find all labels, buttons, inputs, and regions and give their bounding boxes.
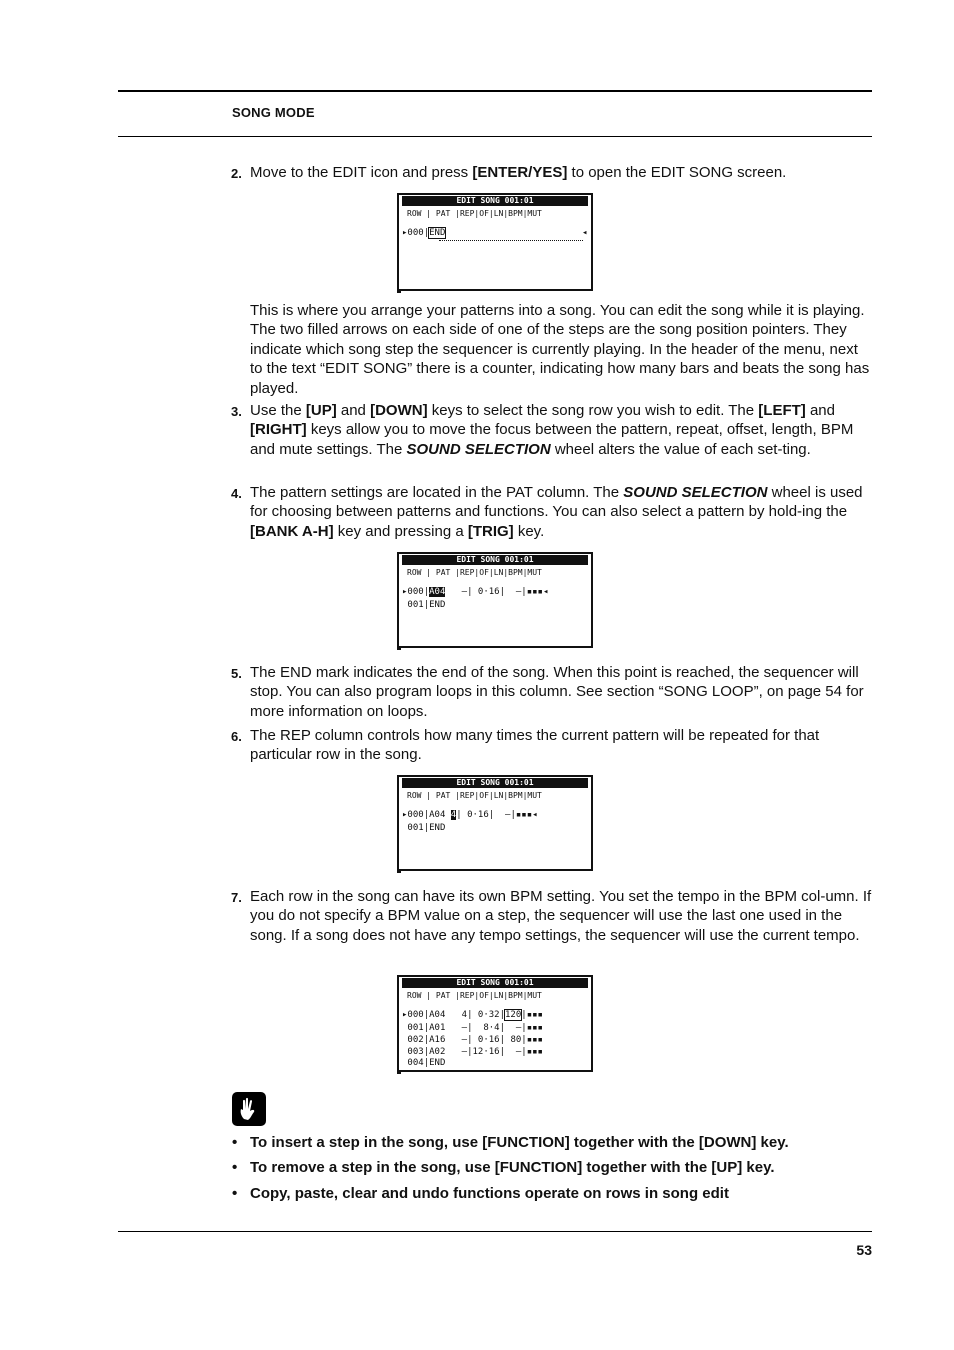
step-text-segment: SOUND SELECTION	[406, 440, 551, 458]
lcd-row-number: 000	[407, 228, 424, 238]
step-text-segment: key and pressing a	[333, 522, 468, 540]
lcd-row-number: 000	[407, 587, 424, 597]
step-number: 6.	[231, 729, 242, 744]
lcd-song-row: 001|A01 –| 8·4| –|▪▪▪	[407, 1023, 543, 1033]
lcd-corner	[397, 648, 401, 650]
step-text-segment: The pattern settings are located in the PAT column. The	[250, 484, 624, 501]
step-text-segment: Move to the EDIT icon and press	[250, 164, 473, 181]
step-text-segment: [UP]	[305, 402, 337, 419]
step-text-segment: SOUND SELECTION	[623, 484, 768, 501]
lcd-song-row: 001|END	[407, 823, 446, 833]
lcd-rep-cell: –	[461, 1047, 468, 1057]
lcd-edit-song-screen-2	[397, 552, 593, 648]
lcd-offset-cell: 0	[477, 587, 484, 597]
song-position-pointer-icon: ◂	[582, 228, 588, 238]
page-number: 53	[856, 1242, 872, 1258]
step-text-segment: [ENTER/YES]	[472, 164, 568, 181]
header-bottom-rule	[118, 136, 872, 137]
tip-text: To remove a step in the song, use [FUNCTION] together with the [UP] key.	[250, 1159, 775, 1176]
lcd-song-row: 001|END	[407, 600, 446, 610]
lcd-song-row: ▸000|A04 –| 0·16| –|▪▪▪◂	[402, 587, 549, 597]
step-text-segment: key.	[513, 522, 545, 540]
lcd-length-cell: 16	[488, 1035, 500, 1045]
lcd-pattern-cell: END	[429, 823, 446, 833]
lcd-title: EDIT SONG 001:01	[402, 778, 588, 788]
lcd-pattern-cell: A04	[429, 810, 446, 820]
lcd-rep-cell: –	[461, 1023, 468, 1033]
lcd-row-number: 001	[407, 823, 424, 833]
lcd-bpm-cell: –	[505, 810, 511, 820]
step-text-segment: keys allow you to move the focus between the pattern, repeat, offset, length, BPM and mute settings. The	[250, 421, 854, 458]
lcd-row-number: 004	[407, 1058, 424, 1068]
lcd-offset-cell: 12	[472, 1047, 484, 1057]
lcd-pattern-cell: A04	[429, 587, 446, 597]
step-5-text	[250, 663, 872, 721]
footer-rule	[118, 1231, 872, 1232]
step-6-text	[250, 726, 872, 765]
step-text-segment: wheel alters the value of each set-ting.	[550, 440, 811, 458]
step-3-text	[250, 401, 872, 459]
lcd-edit-song-screen-3	[397, 775, 593, 871]
step-text-segment: The REP column controls how many times the current pattern will be repeated for that particular row in the song.	[250, 727, 820, 764]
lcd-bpm-cell: 120	[505, 1010, 522, 1020]
lcd-row-number: 002	[407, 1035, 424, 1045]
lcd-rep-cell: –	[461, 1035, 468, 1045]
lcd-mute-cell: ▪▪▪	[526, 1047, 543, 1057]
lcd-length-cell: 16	[477, 810, 489, 820]
lcd-column-header: ROW | PAT |REP|OF|LN|BPM|MUT	[407, 209, 542, 218]
lcd-pattern-cell: END	[429, 600, 446, 610]
lcd-title: EDIT SONG 001:01	[402, 555, 588, 565]
lcd-title: EDIT SONG 001:01	[402, 978, 588, 988]
lcd-column-header: ROW | PAT |REP|OF|LN|BPM|MUT	[407, 568, 542, 577]
lcd-song-row: ▸000|END	[402, 228, 446, 238]
tip-text: To insert a step in the song, use [FUNCTION] together with the [DOWN] key.	[250, 1134, 789, 1151]
lcd-edit-song-screen-1	[397, 193, 593, 291]
step-text-segment: and	[805, 402, 835, 419]
step-text-segment: Each row in the song can have its own BPM setting. You set the tempo in the BPM col-umn. If you do not specify a BPM value on a step, the sequencer will use the last one used in the song. If a song does not have any tempo settings, the sequencer will use the current tempo.	[250, 888, 872, 944]
lcd-dotted-line	[439, 240, 583, 241]
lcd-edit-song-screen-4	[397, 975, 593, 1072]
lcd-song-row: 004|END	[407, 1058, 446, 1068]
lcd-length-cell: 16	[488, 587, 500, 597]
header-top-rule	[118, 90, 872, 92]
lcd-row-number: 001	[407, 1023, 424, 1033]
lcd-length-cell: 32	[488, 1010, 500, 1020]
step-number: 3.	[231, 404, 242, 419]
step-text-segment: [DOWN]	[370, 402, 428, 419]
tip-item: • Copy, paste, clear and undo functions operate on rows in song edit	[232, 1185, 729, 1202]
lcd-pattern-cell: END	[429, 1058, 446, 1068]
lcd-offset-cell: 0	[477, 1010, 484, 1020]
step-4-text	[250, 483, 872, 541]
lcd-length-cell: 4	[494, 1023, 500, 1033]
step-text-segment: and	[336, 402, 371, 419]
lcd-mute-cell: ▪▪▪	[526, 1010, 543, 1020]
lcd-length-cell: 16	[488, 1047, 500, 1057]
tip-item: • To insert a step in the song, use [FUNCTION] together with the [DOWN] key.	[232, 1134, 789, 1151]
lcd-pattern-cell: A16	[429, 1035, 446, 1045]
lcd-row-number: 000	[407, 1010, 424, 1020]
section-title: SONG MODE	[232, 105, 315, 120]
tip-text: Copy, paste, clear and undo functions operate on rows in song edit	[250, 1185, 729, 1202]
lcd-row-number: 001	[407, 600, 424, 610]
lcd-rep-cell: –	[461, 587, 468, 597]
lcd-mute-cell: ▪▪▪	[515, 810, 533, 820]
step-text-segment: [RIGHT]	[250, 421, 307, 439]
lcd-pattern-cell: A02	[429, 1047, 446, 1057]
lcd-title: EDIT SONG 001:01	[402, 196, 588, 206]
step-number: 4.	[231, 486, 242, 501]
lcd-pattern-cell: END	[429, 228, 446, 238]
step-text-segment: [BANK A-H]	[250, 522, 334, 540]
lcd-song-row: ▸000|A04 4| 0·16| –|▪▪▪◂	[402, 810, 538, 820]
step-number: 5.	[231, 666, 242, 681]
hand-icon	[232, 1092, 266, 1126]
lcd-column-header: ROW | PAT |REP|OF|LN|BPM|MUT	[407, 991, 542, 1000]
lcd-bpm-cell: –	[515, 587, 522, 597]
lcd-bpm-cell: 80	[510, 1035, 522, 1045]
lcd-song-row: ▸000|A04 4| 0·32|120|▪▪▪	[402, 1010, 543, 1020]
lcd-mute-cell: ▪▪▪	[526, 1035, 543, 1045]
lcd-row-number: 003	[407, 1047, 424, 1057]
lcd-corner	[397, 1072, 401, 1074]
lcd-bpm-cell: –	[515, 1047, 522, 1057]
lcd-offset-cell: 0	[467, 810, 473, 820]
lcd-pattern-cell: A01	[429, 1023, 446, 1033]
lcd-song-row: 002|A16 –| 0·16| 80|▪▪▪	[407, 1035, 543, 1045]
lcd-rep-cell: 4	[461, 1010, 468, 1020]
step-text-segment: Use the	[250, 402, 306, 419]
lcd-offset-cell: 0	[477, 1035, 484, 1045]
tip-item: • To remove a step in the song, use [FUNCTION] together with the [UP] key.	[232, 1159, 775, 1176]
step-text-segment: [LEFT]	[758, 402, 806, 419]
lcd-bpm-cell: –	[515, 1023, 522, 1033]
step-text-segment: [TRIG]	[467, 522, 514, 540]
step-7-text	[250, 887, 872, 945]
lcd-rep-cell: 4	[450, 810, 457, 820]
step-number: 7.	[231, 890, 242, 905]
step-text-segment: to open the EDIT SONG screen.	[567, 164, 787, 181]
step-text-segment: wheel is used for choosing between patterns and functions. You can also select a pattern by hold-ing the	[250, 484, 863, 521]
lcd-corner	[397, 871, 401, 873]
step-2-text	[250, 163, 872, 182]
step-text-segment: keys to select the song row you wish to edit. The	[427, 402, 759, 419]
lcd-song-row: 003|A02 –|12·16| –|▪▪▪	[407, 1047, 543, 1057]
lcd-corner	[397, 291, 401, 293]
body-paragraph: This is where you arrange your patterns into a song. You can edit the song while it is playing. The two filled arrows on each side of one of the steps are the song position pointers. They indicate which song step the sequencer is currently playing. In the header of the menu, next to the text “EDIT SONG” there is a counter, indicating how many bars and beats the song has played.	[250, 302, 870, 397]
lcd-column-header: ROW | PAT |REP|OF|LN|BPM|MUT	[407, 791, 542, 800]
step-number: 2.	[231, 166, 242, 181]
lcd-row-number: 000	[407, 810, 424, 820]
lcd-pattern-cell: A04	[429, 1010, 446, 1020]
lcd-mute-cell: ▪▪▪	[526, 1023, 543, 1033]
lcd-mute-cell: ▪▪▪	[526, 587, 543, 597]
lcd-offset-cell: 8	[483, 1023, 489, 1033]
step-text-segment: The END mark indicates the end of the song. When this point is reached, the sequencer will stop. You can also program loops in this column. See section “SONG LOOP”, on page 54 for more information on loops.	[250, 664, 864, 720]
